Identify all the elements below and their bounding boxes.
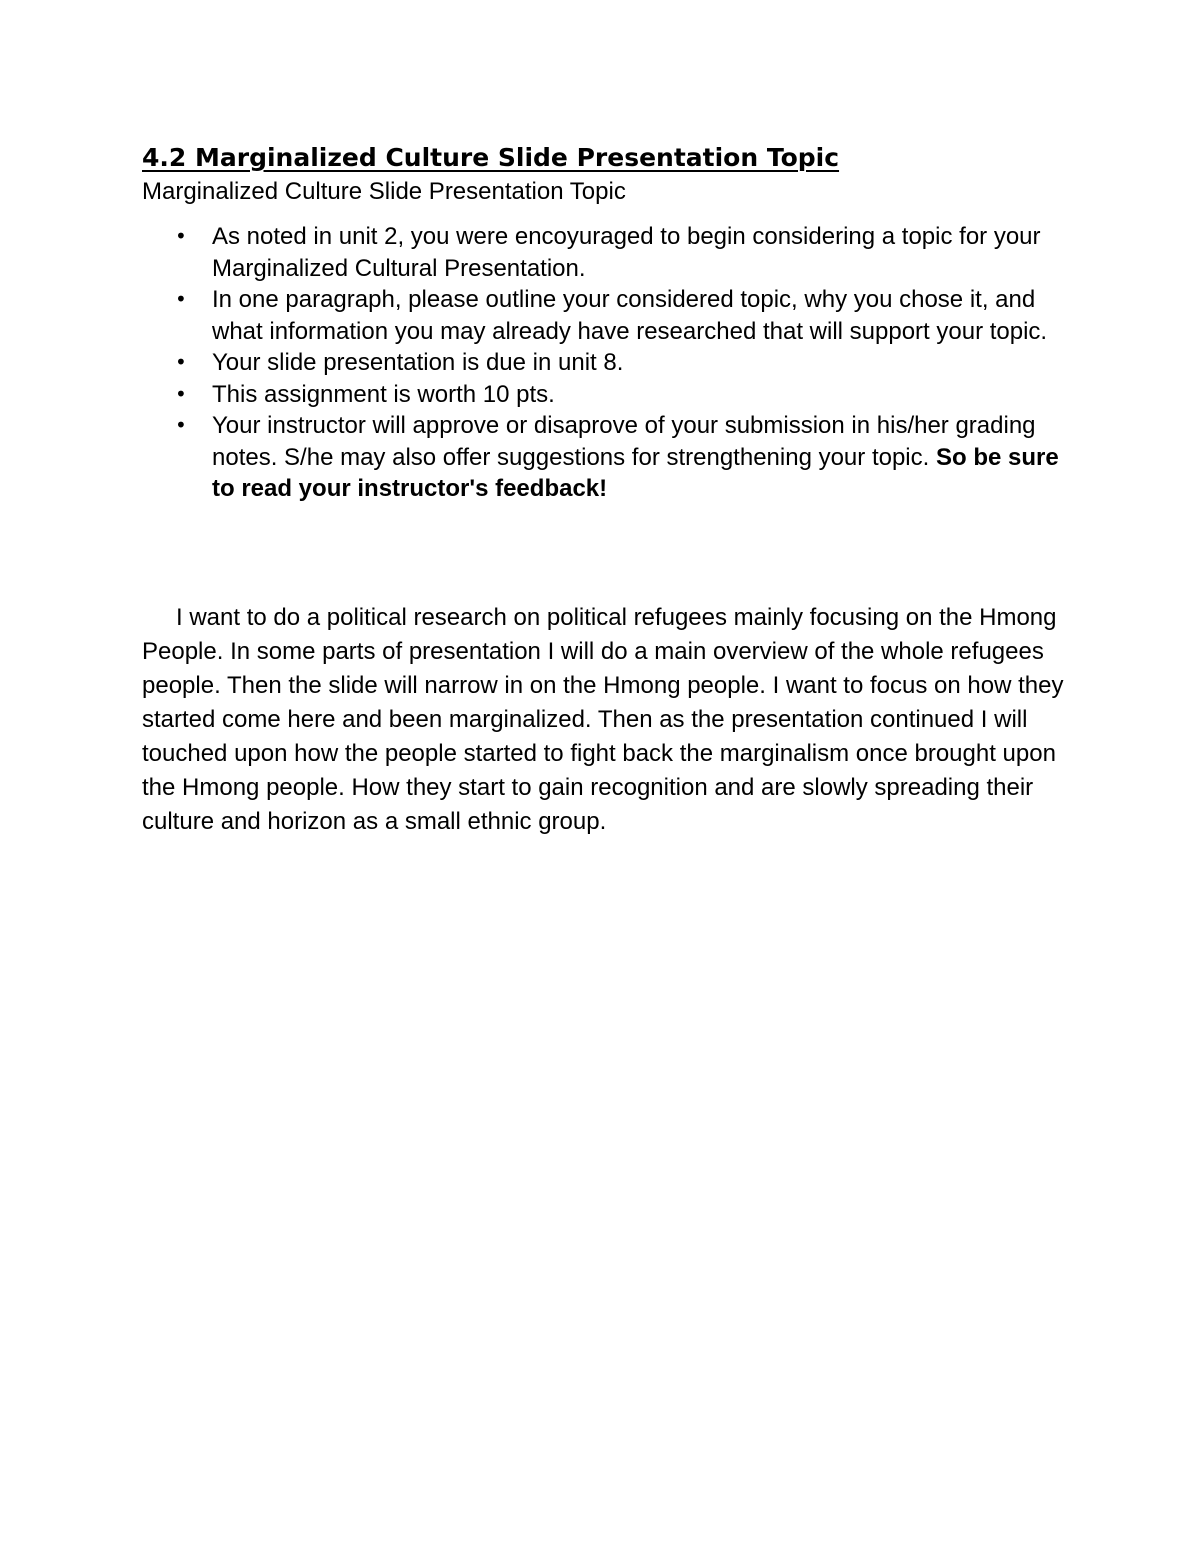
instruction-list [142, 221, 1067, 505]
bullet-icon: • [175, 381, 187, 406]
bullet-icon: • [175, 224, 187, 248]
list-item [142, 284, 1067, 347]
list-item [142, 410, 1067, 505]
feedback-reminder: So be sure to read your instructor's feedback! [212, 443, 1059, 502]
bullet-icon: • [175, 287, 187, 311]
document-title: 4.2 Marginalized Culture Slide Presentation Topic [142, 143, 840, 172]
bullet-icon: • [175, 413, 187, 437]
list-item-text: Your slide presentation is due in unit 8. [212, 349, 624, 376]
bullet-icon: • [175, 350, 187, 374]
document-subtitle: Marginalized Culture Slide Presentation Topic [142, 178, 626, 205]
list-item [142, 221, 1067, 284]
list-item-text: This assignment is worth 10 pts. [212, 380, 555, 408]
list-item-text: As noted in unit 2, you were encoyuraged to begin considering a topic for your Marginalized Cultural Presentation. [212, 223, 1041, 282]
list-item [142, 347, 1067, 379]
list-item [142, 379, 1067, 411]
response-paragraph: I want to do a political research on political refugees mainly focusing on the Hmong People. In some parts of presentation I will do a main overview of the whole refugees people. Then the slide will narrow in on the Hmong people. I want to focus on how they started come here and been marginalized. Then as the presentation continued I will touched upon how the people started to fight back the marginalism once brought upon the Hmong people. How they start to gain recognition and are slowly spreading their culture and horizon as a small ethnic group. [142, 603, 1064, 835]
list-item-text: Your instructor will approve or disaprove of your submission in his/her grading notes. S/he may also offer suggestions for strengthening your topic. [212, 412, 1036, 471]
document-body [142, 141, 1067, 839]
list-item-text: In one paragraph, please outline your considered topic, why you chose it, and what information you may already have researched that will support your topic. [212, 286, 1048, 345]
